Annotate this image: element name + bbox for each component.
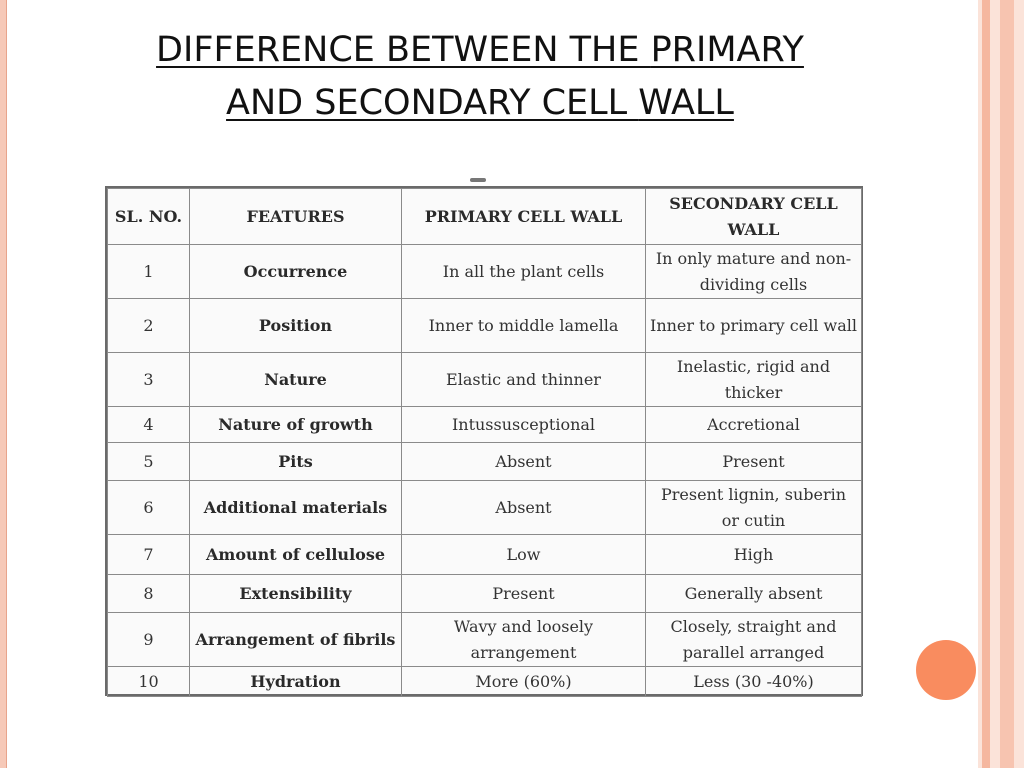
cell-secondary: In only mature and non-dividing cells — [646, 245, 862, 299]
cell-primary: Inner to middle lamella — [402, 299, 646, 353]
cell-secondary: Closely, straight and parallel arranged — [646, 613, 862, 667]
cell-primary: Absent — [402, 443, 646, 481]
title-line2-part2: WALL — [638, 83, 734, 123]
table-row — [108, 443, 862, 481]
cell-primary: Wavy and loosely arrangement — [402, 613, 646, 667]
title-line2-part1: AND SECONDARY CELL — [226, 83, 639, 123]
cell-feature: Arrangement of fibrils — [190, 613, 402, 667]
cell-secondary: Less (30 -40%) — [646, 667, 862, 697]
slide-title — [60, 24, 900, 130]
cell-secondary: Inner to primary cell wall — [646, 299, 862, 353]
header-features: FEATURES — [190, 189, 402, 245]
cell-feature: Extensibility — [190, 575, 402, 613]
decor-stripe — [1000, 0, 1014, 768]
cell-sl-no: 4 — [108, 407, 190, 443]
table-row — [108, 535, 862, 575]
cell-feature: Position — [190, 299, 402, 353]
cell-sl-no: 10 — [108, 667, 190, 697]
cell-sl-no: 2 — [108, 299, 190, 353]
header-primary-cell-wall: PRIMARY CELL WALL — [402, 189, 646, 245]
header-sl-no: SL. NO. — [108, 189, 190, 245]
cell-sl-no: 3 — [108, 353, 190, 407]
cell-sl-no: 6 — [108, 481, 190, 535]
cell-primary: More (60%) — [402, 667, 646, 697]
cell-secondary: Present — [646, 443, 862, 481]
title-line1-part1: DIFFERENCE BETWEEN THE — [156, 30, 651, 70]
cell-secondary: Present lignin, suberin or cutin — [646, 481, 862, 535]
cell-primary: Present — [402, 575, 646, 613]
cell-sl-no: 8 — [108, 575, 190, 613]
table-row — [108, 613, 862, 667]
slide-right-decoration — [978, 0, 1024, 768]
table-row — [108, 407, 862, 443]
table-row — [108, 353, 862, 407]
cell-primary: Low — [402, 535, 646, 575]
cell-primary: Elastic and thinner — [402, 353, 646, 407]
cell-primary: Intussusceptional — [402, 407, 646, 443]
header-secondary-cell-wall: SECONDARY CELL WALL — [646, 189, 862, 245]
cell-feature: Nature — [190, 353, 402, 407]
cell-primary: In all the plant cells — [402, 245, 646, 299]
cell-feature: Hydration — [190, 667, 402, 697]
decor-circle — [916, 640, 976, 700]
table-header-row — [108, 189, 862, 245]
cell-feature: Pits — [190, 443, 402, 481]
cell-secondary: High — [646, 535, 862, 575]
comparison-table — [107, 188, 862, 697]
decor-stripe — [982, 0, 990, 768]
cell-feature: Additional materials — [190, 481, 402, 535]
slide-left-border — [0, 0, 7, 768]
table-row — [108, 299, 862, 353]
table-row — [108, 481, 862, 535]
table-row — [108, 667, 862, 697]
cell-secondary: Generally absent — [646, 575, 862, 613]
cell-sl-no: 1 — [108, 245, 190, 299]
comparison-table-image — [105, 186, 863, 696]
cell-secondary: Inelastic, rigid and thicker — [646, 353, 862, 407]
title-line1-part2: PRIMARY — [650, 30, 804, 70]
cell-sl-no: 7 — [108, 535, 190, 575]
cell-feature: Amount of cellulose — [190, 535, 402, 575]
table-row — [108, 575, 862, 613]
cell-secondary: Accretional — [646, 407, 862, 443]
cell-primary: Absent — [402, 481, 646, 535]
cell-feature: Nature of growth — [190, 407, 402, 443]
table-row — [108, 245, 862, 299]
cell-feature: Occurrence — [190, 245, 402, 299]
cell-sl-no: 5 — [108, 443, 190, 481]
decor-dash — [470, 178, 486, 182]
cell-sl-no: 9 — [108, 613, 190, 667]
